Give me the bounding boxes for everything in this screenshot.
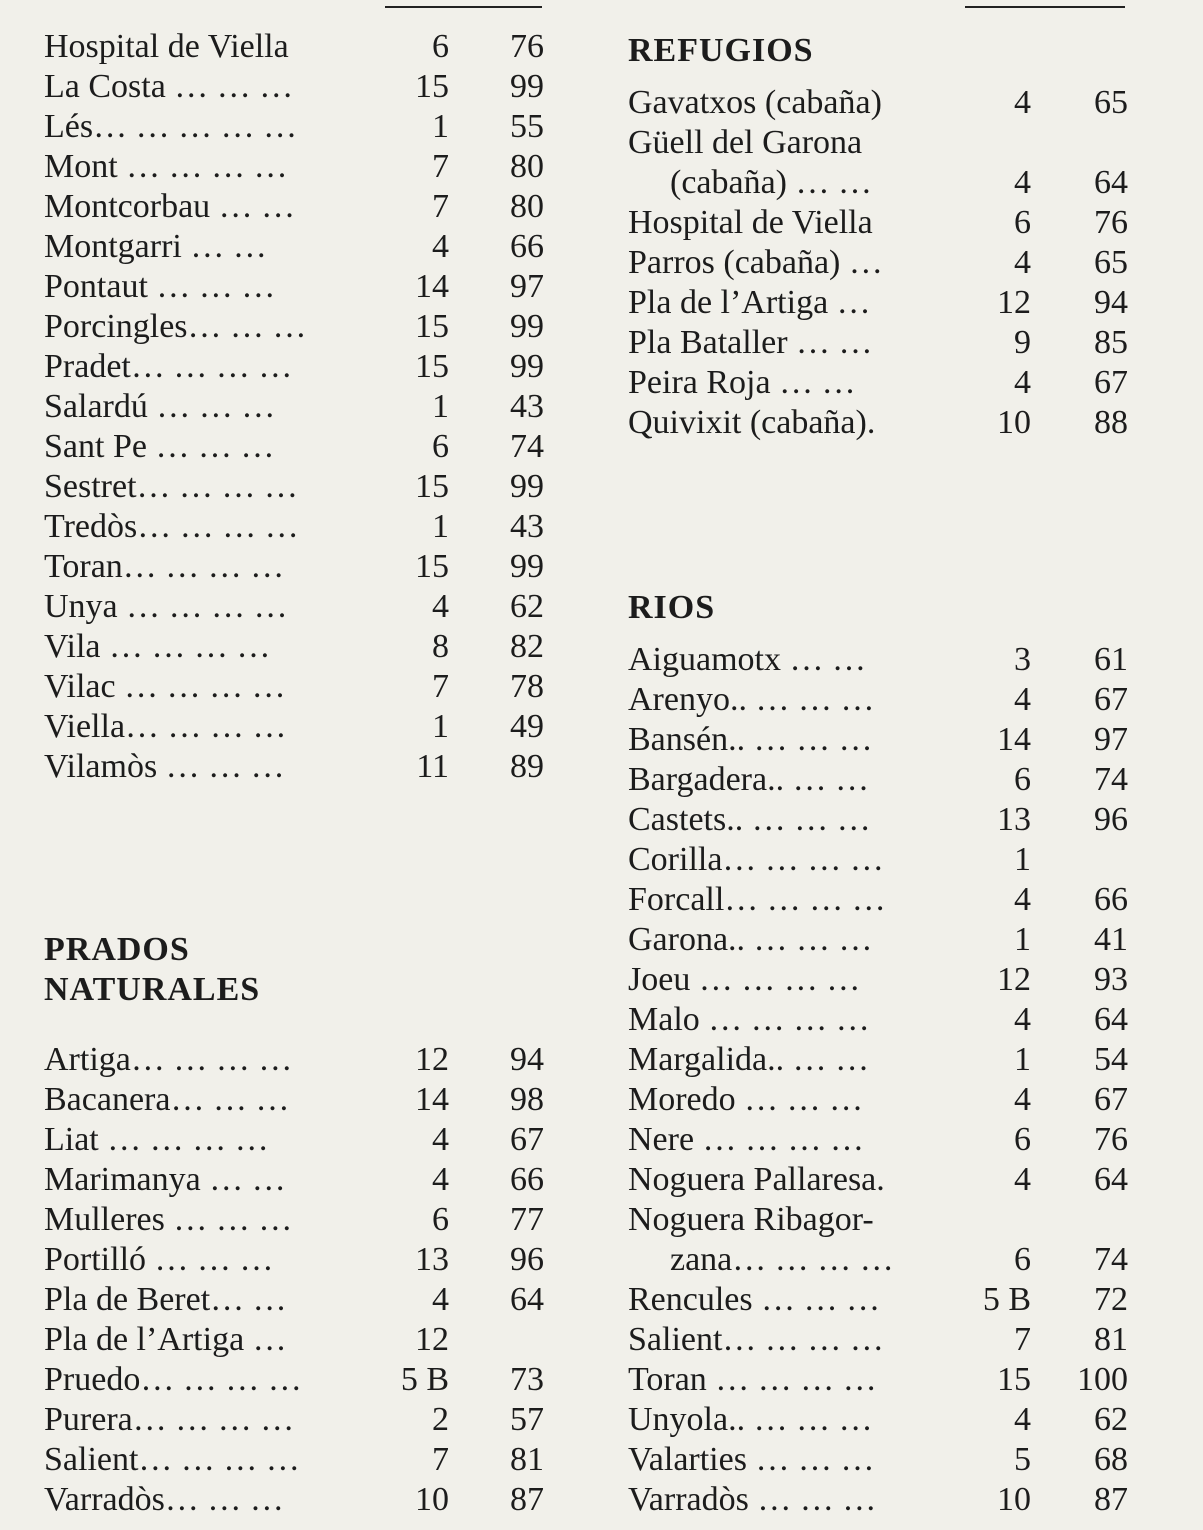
index-entry xyxy=(628,920,1128,960)
entry-name: Vilac … … … … xyxy=(44,668,286,705)
entry-page-number: 96 xyxy=(1094,801,1128,838)
entry-name: Pla de l’Artiga … xyxy=(44,1321,287,1358)
entry-map-number: 4 xyxy=(1014,164,1031,201)
refugios-title: REFUGIOS xyxy=(628,32,814,69)
entry-name: Montcorbau … … xyxy=(44,188,296,225)
index-entry xyxy=(44,1240,544,1280)
entry-page-number: 65 xyxy=(1094,84,1128,121)
entry-map-number: 7 xyxy=(432,1441,449,1478)
entry-name: Malo … … … … xyxy=(628,1001,870,1038)
index-entry xyxy=(628,83,1128,123)
entry-page-number: 67 xyxy=(1094,364,1128,401)
index-entry xyxy=(628,1160,1128,1200)
index-entry xyxy=(44,1360,544,1400)
entry-page-number: 88 xyxy=(1094,404,1128,441)
entry-map-number: 5 B xyxy=(400,1361,449,1398)
entry-map-number: 14 xyxy=(997,721,1031,758)
entry-map-number: 2 xyxy=(432,1401,449,1438)
entry-map-number: 4 xyxy=(1014,681,1031,718)
entry-map-number: 7 xyxy=(432,668,449,705)
entry-name: Liat … … … … xyxy=(44,1121,269,1158)
index-entry xyxy=(628,243,1128,283)
entry-name: Hospital de Viella xyxy=(44,28,289,65)
entry-page-number: 74 xyxy=(1094,1241,1128,1278)
entry-map-number: 5 xyxy=(1014,1441,1031,1478)
entry-map-number: 6 xyxy=(1014,1241,1031,1278)
prados-list xyxy=(44,1040,544,1520)
index-entry xyxy=(628,760,1128,800)
entry-name: Hospital de Viella xyxy=(628,204,873,241)
entry-map-number: 1 xyxy=(1014,921,1031,958)
index-entry xyxy=(44,1040,544,1080)
entry-page-number: 85 xyxy=(1094,324,1128,361)
refugios-list xyxy=(628,83,1128,443)
entry-name: Bansén.. … … … xyxy=(628,721,873,758)
index-entry xyxy=(44,627,544,667)
index-entry xyxy=(44,747,544,787)
entry-page-number: 64 xyxy=(510,1281,544,1318)
entry-page-number: 67 xyxy=(1094,1081,1128,1118)
entry-page-number: 80 xyxy=(510,148,544,185)
index-entry xyxy=(628,1000,1128,1040)
index-entry xyxy=(628,163,1128,203)
entry-name: Marimanya … … xyxy=(44,1161,286,1198)
entry-page-number: 73 xyxy=(510,1361,544,1398)
index-entry xyxy=(628,800,1128,840)
index-entry xyxy=(44,67,544,107)
entry-page-number: 97 xyxy=(510,268,544,305)
entry-name: Nere … … … … xyxy=(628,1121,865,1158)
index-entry xyxy=(44,467,544,507)
refugios-section xyxy=(628,31,1128,443)
index-entry xyxy=(44,667,544,707)
entry-name: Montgarri … … xyxy=(44,228,267,265)
entry-page-number: 81 xyxy=(1094,1321,1128,1358)
entry-name: Salient… … … … xyxy=(44,1441,300,1478)
entry-page-number: 57 xyxy=(510,1401,544,1438)
entry-map-number: 12 xyxy=(415,1041,449,1078)
entry-map-number: 12 xyxy=(997,284,1031,321)
entry-name: Valarties … … … xyxy=(628,1441,875,1478)
entry-page-number: 99 xyxy=(510,308,544,345)
entry-map-number: 9 xyxy=(1014,324,1031,361)
entry-map-number: 6 xyxy=(1014,204,1031,241)
entry-page-number: 99 xyxy=(510,348,544,385)
entry-name: Viella… … … … xyxy=(44,708,287,745)
index-entry xyxy=(44,187,544,227)
entry-map-number: 1 xyxy=(432,508,449,545)
entry-name: Vilamòs … … … xyxy=(44,748,285,785)
entry-name: Margalida.. … … xyxy=(628,1041,870,1078)
index-entry xyxy=(44,547,544,587)
entry-page-number: 64 xyxy=(1094,164,1128,201)
entry-map-number: 15 xyxy=(415,68,449,105)
entry-name: Varradòs … … … xyxy=(628,1481,877,1518)
entry-page-number: 64 xyxy=(1094,1161,1128,1198)
index-entry xyxy=(628,720,1128,760)
entry-page-number: 74 xyxy=(1094,761,1128,798)
index-entry xyxy=(44,1200,544,1240)
entry-name: Mont … … … … xyxy=(44,148,288,185)
index-entry xyxy=(44,1120,544,1160)
entry-name: Güell del Garona xyxy=(628,124,863,161)
entry-page-number: 76 xyxy=(510,28,544,65)
index-entry xyxy=(628,363,1128,403)
entry-name: Forcall… … … … xyxy=(628,881,886,918)
entry-page-number: 99 xyxy=(510,468,544,505)
entry-page-number: 89 xyxy=(510,748,544,785)
index-entry xyxy=(44,427,544,467)
entry-name: Aiguamotx … … xyxy=(628,641,866,678)
entry-map-number: 4 xyxy=(432,588,449,625)
entry-map-number: 10 xyxy=(997,404,1031,441)
entry-name: Pla de l’Artiga … xyxy=(628,284,871,321)
entry-name: Lés… … … … … xyxy=(44,108,298,145)
entry-name: Parros (cabaña) … xyxy=(628,244,883,281)
index-entry xyxy=(628,1280,1128,1320)
prados-title-line2: NATURALES xyxy=(44,971,261,1008)
index-entry xyxy=(44,1480,544,1520)
entry-name: Garona.. … … … xyxy=(628,921,873,958)
rios-list xyxy=(628,640,1128,1520)
entry-name: Bacanera… … … xyxy=(44,1081,290,1118)
entry-map-number: 10 xyxy=(415,1481,449,1518)
entry-name: Mulleres … … … xyxy=(44,1201,293,1238)
entry-map-number: 15 xyxy=(415,548,449,585)
index-entry xyxy=(44,347,544,387)
entry-page-number: 55 xyxy=(510,108,544,145)
entry-page-number: 93 xyxy=(1094,961,1128,998)
index-entry xyxy=(628,1200,1128,1240)
entry-map-number: 5 B xyxy=(982,1281,1031,1318)
entry-map-number: 15 xyxy=(415,308,449,345)
entry-page-number: 54 xyxy=(1094,1041,1128,1078)
entry-page-number: 74 xyxy=(510,428,544,465)
entry-page-number: 99 xyxy=(510,68,544,105)
entry-name: Salardú … … … xyxy=(44,388,276,425)
entry-map-number: 13 xyxy=(997,801,1031,838)
entry-map-number: 4 xyxy=(432,1121,449,1158)
index-entry xyxy=(44,1440,544,1480)
index-entry xyxy=(628,1080,1128,1120)
index-entry xyxy=(44,507,544,547)
entry-map-number: 4 xyxy=(1014,881,1031,918)
entry-page-number: 67 xyxy=(1094,681,1128,718)
entry-page-number: 77 xyxy=(510,1201,544,1238)
entry-name: La Costa … … … xyxy=(44,68,294,105)
entry-name: Vila … … … … xyxy=(44,628,271,665)
entry-map-number: 6 xyxy=(1014,1121,1031,1158)
entry-map-number: 13 xyxy=(415,1241,449,1278)
entry-page-number: 65 xyxy=(1094,244,1128,281)
entry-map-number: 7 xyxy=(432,188,449,225)
entry-name: Portilló … … … xyxy=(44,1241,274,1278)
entry-map-number: 6 xyxy=(432,428,449,465)
index-entry xyxy=(44,387,544,427)
entry-map-number: 4 xyxy=(1014,84,1031,121)
index-entry xyxy=(628,203,1128,243)
entry-name: Tredòs… … … … xyxy=(44,508,299,545)
entry-name: Pontaut … … … xyxy=(44,268,276,305)
entry-page-number: 76 xyxy=(1094,204,1128,241)
entry-name: Castets.. … … … xyxy=(628,801,871,838)
index-entry xyxy=(44,1280,544,1320)
entry-map-number: 4 xyxy=(1014,244,1031,281)
entry-page-number: 43 xyxy=(510,508,544,545)
entry-name: Bargadera.. … … xyxy=(628,761,870,798)
entry-page-number: 62 xyxy=(510,588,544,625)
entry-map-number: 4 xyxy=(1014,364,1031,401)
rios-section xyxy=(628,588,1128,1520)
index-entry xyxy=(628,323,1128,363)
entry-page-number: 72 xyxy=(1094,1281,1128,1318)
entry-name: Corilla… … … … xyxy=(628,841,884,878)
index-entry xyxy=(44,587,544,627)
entry-name: Pruedo… … … … xyxy=(44,1361,302,1398)
entry-name: Quivixit (cabaña). xyxy=(628,404,876,441)
entry-page-number: 43 xyxy=(510,388,544,425)
entry-name: Pla de Beret… … xyxy=(44,1281,287,1318)
entry-map-number: 15 xyxy=(415,468,449,505)
entry-page-number: 87 xyxy=(510,1481,544,1518)
entry-page-number: 66 xyxy=(510,1161,544,1198)
entry-name: Sant Pe … … … xyxy=(44,428,275,465)
rios-title: RIOS xyxy=(628,589,716,626)
entry-map-number: 15 xyxy=(997,1361,1031,1398)
index-entry xyxy=(628,1480,1128,1520)
entry-page-number: 76 xyxy=(1094,1121,1128,1158)
entry-page-number: 68 xyxy=(1094,1441,1128,1478)
entry-name: Pradet… … … … xyxy=(44,348,293,385)
entry-map-number: 8 xyxy=(432,628,449,665)
entry-name: Salient… … … … xyxy=(628,1321,884,1358)
index-entry xyxy=(628,960,1128,1000)
entry-name: Toran… … … … xyxy=(44,548,285,585)
index-entry xyxy=(628,1440,1128,1480)
index-entry xyxy=(44,707,544,747)
top-rule-left xyxy=(385,6,542,8)
index-entry xyxy=(628,1360,1128,1400)
entry-map-number: 1 xyxy=(432,388,449,425)
entry-page-number: 78 xyxy=(510,668,544,705)
index-entry xyxy=(44,147,544,187)
index-entry xyxy=(628,1120,1128,1160)
entry-page-number: 64 xyxy=(1094,1001,1128,1038)
entry-name: Pla Bataller … … xyxy=(628,324,873,361)
entry-map-number: 3 xyxy=(1014,641,1031,678)
index-entry xyxy=(44,107,544,147)
entry-map-number: 11 xyxy=(416,748,449,785)
entry-name: Toran … … … … xyxy=(628,1361,877,1398)
entry-map-number: 7 xyxy=(1014,1321,1031,1358)
entry-map-number: 4 xyxy=(1014,1161,1031,1198)
entry-name: Artiga… … … … xyxy=(44,1041,293,1078)
entry-name: Porcingles… … … xyxy=(44,308,307,345)
entry-page-number: 49 xyxy=(510,708,544,745)
index-entry xyxy=(628,1240,1128,1280)
entry-name: Varradòs… … … xyxy=(44,1481,284,1518)
entry-page-number: 67 xyxy=(510,1121,544,1158)
entry-name: Sestret… … … … xyxy=(44,468,299,505)
entry-page-number: 97 xyxy=(1094,721,1128,758)
index-entry xyxy=(44,307,544,347)
entry-name: Peira Roja … … xyxy=(628,364,856,401)
entry-map-number: 1 xyxy=(432,108,449,145)
entry-map-number: 14 xyxy=(415,1081,449,1118)
entry-page-number: 80 xyxy=(510,188,544,225)
entry-map-number: 1 xyxy=(1014,1041,1031,1078)
entry-map-number: 4 xyxy=(1014,1001,1031,1038)
entry-page-number: 99 xyxy=(510,548,544,585)
index-entry xyxy=(628,680,1128,720)
prados-title-line1: PRADOS xyxy=(44,931,190,968)
entry-page-number: 41 xyxy=(1094,921,1128,958)
entry-name: Purera… … … … xyxy=(44,1401,295,1438)
left-column xyxy=(44,27,544,787)
entry-page-number: 87 xyxy=(1094,1481,1128,1518)
index-entry xyxy=(44,1080,544,1120)
entry-map-number: 6 xyxy=(432,1201,449,1238)
entry-map-number: 4 xyxy=(432,1161,449,1198)
index-entry xyxy=(628,1320,1128,1360)
index-entry xyxy=(628,1400,1128,1440)
entry-name: Gavatxos (cabaña) xyxy=(628,84,882,121)
index-entry xyxy=(628,283,1128,323)
entry-name: (cabaña) … … xyxy=(670,164,873,201)
entry-page-number: 66 xyxy=(1094,881,1128,918)
entry-name: Moredo … … … xyxy=(628,1081,864,1118)
index-entry xyxy=(628,123,1128,163)
entry-map-number: 4 xyxy=(1014,1401,1031,1438)
entry-map-number: 4 xyxy=(432,1281,449,1318)
entry-map-number: 1 xyxy=(432,708,449,745)
index-entry xyxy=(628,640,1128,680)
entry-map-number: 12 xyxy=(997,961,1031,998)
entry-map-number: 12 xyxy=(415,1321,449,1358)
entry-map-number: 4 xyxy=(432,228,449,265)
index-entry xyxy=(628,403,1128,443)
prados-section xyxy=(44,930,544,1520)
entry-page-number: 82 xyxy=(510,628,544,665)
places-list xyxy=(44,27,544,787)
entry-name: Unyola.. … … … xyxy=(628,1401,873,1438)
index-entry xyxy=(44,1320,544,1360)
entry-map-number: 14 xyxy=(415,268,449,305)
index-entry xyxy=(44,27,544,67)
entry-name: Noguera Ribagor- xyxy=(628,1201,874,1238)
top-rule-right xyxy=(965,6,1125,8)
entry-name: Joeu … … … … xyxy=(628,961,861,998)
entry-page-number: 81 xyxy=(510,1441,544,1478)
entry-name: Arenyo.. … … … xyxy=(628,681,875,718)
entry-map-number: 7 xyxy=(432,148,449,185)
index-entry xyxy=(44,227,544,267)
index-entry xyxy=(628,840,1128,880)
entry-page-number: 94 xyxy=(510,1041,544,1078)
entry-page-number: 100 xyxy=(1077,1361,1128,1398)
entry-name: Noguera Pallaresa. xyxy=(628,1161,885,1198)
entry-page-number: 66 xyxy=(510,228,544,265)
entry-page-number: 96 xyxy=(510,1241,544,1278)
entry-map-number: 6 xyxy=(432,28,449,65)
index-entry xyxy=(44,1160,544,1200)
index-entry xyxy=(44,1400,544,1440)
index-entry xyxy=(628,1040,1128,1080)
entry-name: zana… … … … xyxy=(670,1241,894,1278)
entry-map-number: 15 xyxy=(415,348,449,385)
entry-map-number: 1 xyxy=(1014,841,1031,878)
entry-map-number: 10 xyxy=(997,1481,1031,1518)
entry-page-number: 98 xyxy=(510,1081,544,1118)
index-entry xyxy=(44,267,544,307)
entry-map-number: 6 xyxy=(1014,761,1031,798)
entry-page-number: 62 xyxy=(1094,1401,1128,1438)
entry-map-number: 4 xyxy=(1014,1081,1031,1118)
index-entry xyxy=(628,880,1128,920)
entry-page-number: 61 xyxy=(1094,641,1128,678)
entry-page-number: 94 xyxy=(1094,284,1128,321)
entry-name: Unya … … … … xyxy=(44,588,288,625)
entry-name: Rencules … … … xyxy=(628,1281,881,1318)
